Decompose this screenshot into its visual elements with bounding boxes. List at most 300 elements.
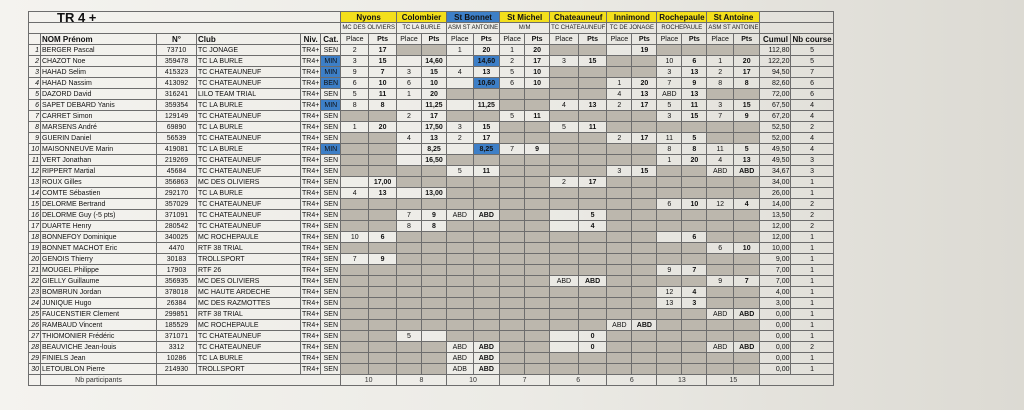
place-cell [341, 111, 369, 122]
table-row [29, 122, 834, 133]
place-cell: ABD [707, 309, 734, 320]
table-row [29, 364, 834, 375]
place-cell [500, 177, 525, 188]
event-name: St Bonnet [447, 12, 500, 23]
place-cell [447, 254, 474, 265]
points-cell: 10 [733, 243, 760, 254]
cumul-cell: 112,80 [760, 45, 791, 56]
participants-count: 15 [707, 375, 760, 386]
nb-course-cell: 2 [791, 210, 833, 221]
points-cell [632, 353, 657, 364]
place-cell [397, 243, 422, 254]
points-cell [369, 364, 397, 375]
place-cell [397, 287, 422, 298]
place-cell [550, 67, 579, 78]
place-cell [341, 166, 369, 177]
points-cell [733, 210, 760, 221]
place-cell [550, 243, 579, 254]
rank-cell: 13 [29, 177, 41, 188]
nb-course-cell: 1 [791, 276, 833, 287]
rank-cell: 12 [29, 166, 41, 177]
rank-cell: 19 [29, 243, 41, 254]
table-row [29, 56, 834, 67]
rider-name: DAZORD David [41, 89, 157, 100]
place-cell [500, 210, 525, 221]
points-cell [525, 243, 550, 254]
category-cell: SEN [321, 166, 341, 177]
place-cell [607, 111, 632, 122]
place-cell [550, 331, 579, 342]
event-club: TC CHATEAUNEUF [550, 23, 607, 34]
points-cell [369, 298, 397, 309]
points-cell [369, 155, 397, 166]
club-name: MC HAUTE ARDECHE [197, 287, 301, 298]
level-cell: TR4+ [302, 211, 320, 219]
points-cell: 4 [578, 221, 607, 232]
points-cell: 17 [473, 133, 500, 144]
spacer-cell [157, 375, 341, 386]
points-cell: 14,60 [422, 56, 447, 67]
place-cell [707, 177, 734, 188]
points-cell [632, 155, 657, 166]
points-cell: 0 [578, 342, 607, 353]
place-cell [550, 111, 579, 122]
place-cell [341, 287, 369, 298]
points-cell [422, 364, 447, 375]
level-cell: TR4+ [302, 332, 320, 340]
points-cell [578, 265, 607, 276]
points-cell: 13 [632, 89, 657, 100]
points-cell: 10 [525, 78, 550, 89]
place-cell [550, 133, 579, 144]
place-cell [397, 320, 422, 331]
place-cell [607, 122, 632, 133]
points-cell [733, 353, 760, 364]
place-cell [607, 232, 632, 243]
points-cell [632, 331, 657, 342]
points-cell [473, 221, 500, 232]
column-header-row [29, 34, 834, 45]
points-cell: 11 [525, 111, 550, 122]
points-cell [578, 111, 607, 122]
points-cell: 17,00 [369, 177, 397, 188]
place-cell [657, 331, 682, 342]
points-cell [525, 166, 550, 177]
points-cell: 10 [369, 78, 397, 89]
level-cell: TR4+ [302, 189, 320, 197]
event-club: MC DES OLIVIERS [341, 23, 397, 34]
club-name: TC CHATEAUNEUF [197, 199, 301, 210]
points-cell: 3 [682, 298, 707, 309]
points-header: Pts [525, 34, 550, 45]
points-cell: ABD [733, 342, 760, 353]
place-header: Place [707, 34, 734, 45]
club-name: TC LA BURLE [197, 353, 301, 364]
spacer-cell [760, 375, 833, 386]
table-row [29, 210, 834, 221]
place-cell [341, 309, 369, 320]
place-cell: 1 [341, 122, 369, 133]
points-cell: 5 [733, 144, 760, 155]
place-cell: 8 [707, 78, 734, 89]
points-cell [369, 243, 397, 254]
place-cell [550, 166, 579, 177]
place-cell [500, 254, 525, 265]
nb-course-cell: 4 [791, 111, 833, 122]
spacer-cell [29, 375, 41, 386]
place-header: Place [397, 34, 422, 45]
rider-name: THIOMONIER Frédéric [41, 331, 157, 342]
points-cell [578, 144, 607, 155]
points-cell: 13 [578, 100, 607, 111]
points-cell: 15 [682, 111, 707, 122]
place-cell [707, 298, 734, 309]
table-row [29, 166, 834, 177]
spacer-cell [760, 12, 833, 23]
place-cell: ABD [657, 89, 682, 100]
points-cell: ABD [578, 276, 607, 287]
place-cell [707, 353, 734, 364]
points-cell [473, 111, 500, 122]
points-cell: 9 [682, 78, 707, 89]
points-cell: 4 [733, 199, 760, 210]
cumul-cell: 7,00 [760, 276, 791, 287]
cumul-cell: 52,00 [760, 133, 791, 144]
place-cell [707, 210, 734, 221]
place-cell: 4 [550, 100, 579, 111]
points-cell [525, 177, 550, 188]
club-name: TC CHATEAUNEUF [197, 210, 301, 221]
place-cell: 6 [397, 78, 422, 89]
points-cell [473, 177, 500, 188]
place-cell: 9 [657, 265, 682, 276]
nb-course-cell: 1 [791, 287, 833, 298]
level-cell: TR4+ [302, 222, 320, 230]
points-cell [682, 166, 707, 177]
nb-course-cell: 1 [791, 188, 833, 199]
level-cell: TR4+ [302, 321, 320, 329]
place-cell [341, 210, 369, 221]
rank-cell: 30 [29, 364, 41, 375]
place-cell [397, 122, 422, 133]
rank-cell: 15 [29, 199, 41, 210]
points-header: Pts [473, 34, 500, 45]
level-cell: TR4+ [302, 288, 320, 296]
participants-count: 10 [341, 375, 397, 386]
points-cell [369, 111, 397, 122]
place-cell [397, 342, 422, 353]
cumul-cell: 34,67 [760, 166, 791, 177]
club-name: RTF 26 [197, 265, 301, 276]
points-cell: 10,60 [473, 78, 500, 89]
cumul-header: Cumul [760, 34, 791, 45]
points-cell: 11 [473, 166, 500, 177]
category-cell: SEN [321, 353, 341, 364]
place-cell [341, 133, 369, 144]
points-cell [578, 298, 607, 309]
place-cell [500, 364, 525, 375]
license-number: 45684 [157, 166, 197, 177]
place-header: Place [447, 34, 474, 45]
place-cell: 12 [657, 287, 682, 298]
points-cell: 0 [578, 331, 607, 342]
rider-name: BERGER Pascal [41, 45, 157, 56]
cumul-cell: 13,50 [760, 210, 791, 221]
nb-course-cell: 1 [791, 364, 833, 375]
cumul-cell: 12,00 [760, 232, 791, 243]
points-cell: 15 [632, 166, 657, 177]
place-cell: 3 [341, 56, 369, 67]
category-cell: SEN [321, 133, 341, 144]
place-cell [657, 353, 682, 364]
participants-count: 6 [550, 375, 607, 386]
place-cell [447, 221, 474, 232]
license-number: 356863 [157, 177, 197, 188]
level-cell: TR4+ [302, 354, 320, 362]
place-cell [607, 276, 632, 287]
event-name-row [29, 12, 834, 23]
place-cell [550, 89, 579, 100]
event-club: TC LA BURLE [397, 23, 447, 34]
points-cell [525, 89, 550, 100]
place-cell [550, 254, 579, 265]
place-cell [500, 320, 525, 331]
place-cell [707, 265, 734, 276]
place-cell: 5 [447, 166, 474, 177]
points-cell [632, 276, 657, 287]
rider-name: LETOUBLON Pierre [41, 364, 157, 375]
points-cell: 15 [422, 67, 447, 78]
place-cell [341, 177, 369, 188]
points-header: Pts [733, 34, 760, 45]
points-cell [733, 232, 760, 243]
rank-cell: 23 [29, 287, 41, 298]
place-cell [341, 155, 369, 166]
license-number: 357029 [157, 199, 197, 210]
event-name: Colombier [397, 12, 447, 23]
license-number: 3312 [157, 342, 197, 353]
table-row [29, 45, 834, 56]
rider-name: GIELLY Guillaume [41, 276, 157, 287]
participants-count: 10 [447, 375, 500, 386]
points-cell: 6 [682, 56, 707, 67]
table-row [29, 287, 834, 298]
points-cell [578, 78, 607, 89]
table-row [29, 232, 834, 243]
points-cell: 17 [632, 100, 657, 111]
level-cell: TR4+ [302, 178, 320, 186]
place-cell [397, 364, 422, 375]
place-cell [447, 100, 474, 111]
level-cell: TR4+ [302, 310, 320, 318]
place-cell [341, 144, 369, 155]
place-cell [447, 155, 474, 166]
points-cell [473, 254, 500, 265]
points-cell [422, 199, 447, 210]
rank-cell: 27 [29, 331, 41, 342]
points-cell: 8 [682, 144, 707, 155]
points-cell [733, 133, 760, 144]
place-cell [341, 199, 369, 210]
cumul-cell: 0,00 [760, 331, 791, 342]
category-cell: MIN [321, 67, 341, 78]
points-cell [525, 254, 550, 265]
level-cell: TR4+ [302, 68, 320, 76]
rank-cell: 10 [29, 144, 41, 155]
level-cell: TR4+ [302, 145, 320, 153]
place-cell [500, 133, 525, 144]
points-cell: 9 [422, 210, 447, 221]
place-cell [657, 188, 682, 199]
license-number: 129149 [157, 111, 197, 122]
points-cell [422, 177, 447, 188]
license-number: 73710 [157, 45, 197, 56]
cumul-cell: 9,00 [760, 254, 791, 265]
place-cell [500, 188, 525, 199]
points-cell [525, 155, 550, 166]
license-number: 4470 [157, 243, 197, 254]
rider-name: BONNEFOY Dominique [41, 232, 157, 243]
points-cell [369, 210, 397, 221]
points-cell: 5 [578, 210, 607, 221]
cumul-cell: 52,50 [760, 122, 791, 133]
points-cell [632, 188, 657, 199]
place-cell [447, 56, 474, 67]
points-cell [632, 243, 657, 254]
place-cell [707, 89, 734, 100]
place-cell: 7 [657, 78, 682, 89]
points-cell: ABD [473, 210, 500, 221]
place-cell [550, 45, 579, 56]
points-cell [473, 309, 500, 320]
place-cell [707, 254, 734, 265]
table-row [29, 243, 834, 254]
rider-name: VERT Jonathan [41, 155, 157, 166]
points-cell [682, 177, 707, 188]
place-cell [447, 265, 474, 276]
place-cell: 1 [397, 89, 422, 100]
place-cell [500, 232, 525, 243]
points-cell [473, 320, 500, 331]
points-cell [578, 353, 607, 364]
points-cell: ABD [473, 364, 500, 375]
place-cell [397, 100, 422, 111]
nb-course-cell: 1 [791, 309, 833, 320]
category-cell: SEN [321, 276, 341, 287]
event-name: Rochepaule [657, 12, 707, 23]
place-cell [397, 298, 422, 309]
club-name: TC CHATEAUNEUF [197, 331, 301, 342]
rank-cell: 25 [29, 309, 41, 320]
points-cell: 15 [473, 122, 500, 133]
place-header: Place [500, 34, 525, 45]
category-cell: SEN [321, 221, 341, 232]
rank-cell: 5 [29, 89, 41, 100]
rider-name: FINIELS Jean [41, 353, 157, 364]
rider-name: DUARTE Henry [41, 221, 157, 232]
table-row [29, 133, 834, 144]
points-cell: ABD [733, 166, 760, 177]
category-cell: MIN [321, 56, 341, 67]
cumul-cell: 72,00 [760, 89, 791, 100]
points-cell: 8,25 [473, 144, 500, 155]
place-cell [657, 210, 682, 221]
points-cell [525, 133, 550, 144]
results-table [28, 11, 834, 386]
place-cell [397, 166, 422, 177]
place-cell [550, 309, 579, 320]
place-header: Place [607, 34, 632, 45]
club-name: MC ROCHEPAULE [197, 320, 301, 331]
license-number: 185529 [157, 320, 197, 331]
participants-count: 7 [500, 375, 550, 386]
place-cell [707, 232, 734, 243]
category-cell: SEN [321, 45, 341, 56]
place-cell: 8 [657, 144, 682, 155]
place-cell [707, 221, 734, 232]
points-cell [525, 122, 550, 133]
cumul-cell: 0,00 [760, 364, 791, 375]
place-cell [397, 309, 422, 320]
nb-course-cell: 1 [791, 353, 833, 364]
points-cell: 20 [369, 122, 397, 133]
place-cell: 7 [397, 210, 422, 221]
place-cell [397, 155, 422, 166]
club-name: TC CHATEAUNEUF [197, 155, 301, 166]
table-row [29, 89, 834, 100]
place-cell: 9 [707, 276, 734, 287]
category-cell: SEN [321, 188, 341, 199]
place-cell [657, 320, 682, 331]
place-cell [657, 232, 682, 243]
points-cell [578, 243, 607, 254]
place-header: Place [341, 34, 369, 45]
table-row [29, 309, 834, 320]
rider-name: JUNIQUE Hugo [41, 298, 157, 309]
nb-course-cell: 4 [791, 133, 833, 144]
place-cell [341, 265, 369, 276]
club-name: MC DES OLIVIERS [197, 177, 301, 188]
nb-course-cell: 1 [791, 265, 833, 276]
points-cell [369, 199, 397, 210]
level-cell: TR4+ [302, 365, 320, 373]
place-cell [707, 122, 734, 133]
points-cell [525, 342, 550, 353]
points-cell [578, 133, 607, 144]
rank-cell: 9 [29, 133, 41, 144]
place-cell [500, 287, 525, 298]
table-row [29, 67, 834, 78]
event-club-row [29, 23, 834, 34]
place-cell [657, 45, 682, 56]
place-cell [657, 177, 682, 188]
points-cell: 8 [733, 78, 760, 89]
place-cell [607, 188, 632, 199]
event-name: St Antoine [707, 12, 760, 23]
place-cell [707, 45, 734, 56]
nb-course-cell: 2 [791, 221, 833, 232]
rank-cell: 14 [29, 188, 41, 199]
points-cell: 5 [682, 133, 707, 144]
level-cell: TR4+ [302, 343, 320, 351]
license-number: 17903 [157, 265, 197, 276]
place-cell [607, 309, 632, 320]
place-cell: 10 [657, 56, 682, 67]
points-cell [422, 243, 447, 254]
club-name: TC JONAGE [197, 45, 301, 56]
points-cell [733, 364, 760, 375]
rank-cell: 17 [29, 221, 41, 232]
